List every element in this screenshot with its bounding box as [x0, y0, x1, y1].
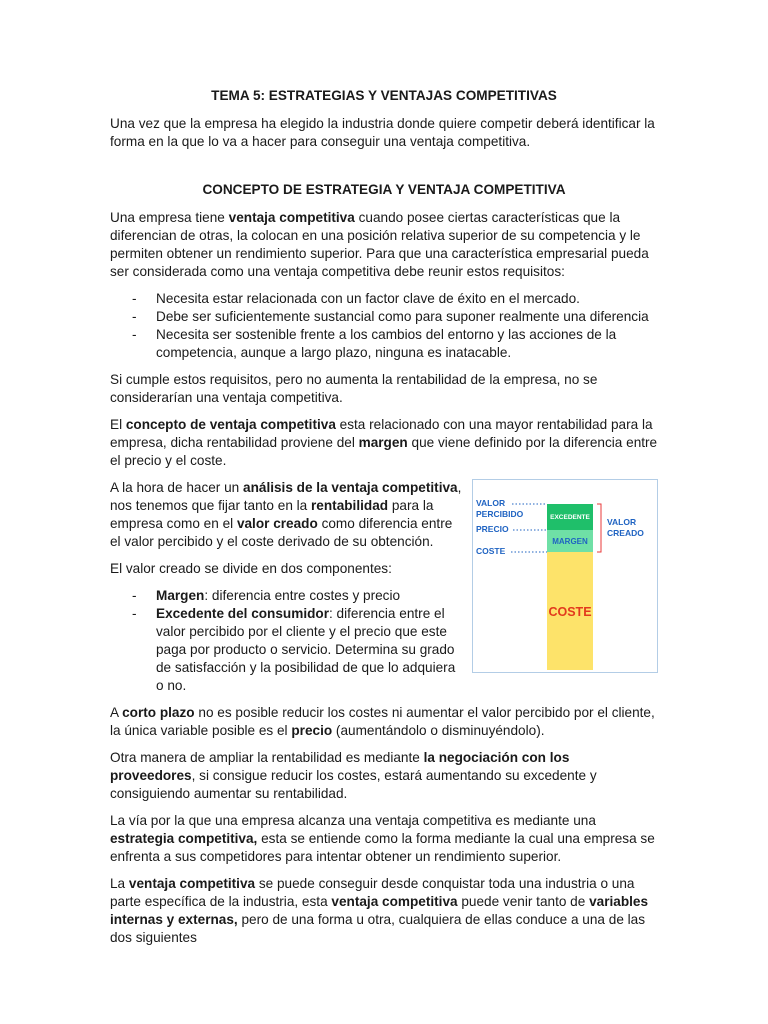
list-item: - Necesita ser sostenible frente a los cambios del entorno y las acciones de la competencia, aunque a largo plazo, ninguna es inatacable. — [110, 326, 658, 362]
paragraph-8 — [110, 812, 658, 866]
text-span: como diferencia entre el valor percibido y el coste derivado de su obtención. — [110, 516, 453, 549]
bold-term: ventaja competitiva — [128, 876, 256, 891]
list-item: - Necesita estar relacionada con un factor clave de éxito en el mercado. — [110, 290, 658, 308]
bold-term: Excedente del consumidor — [156, 606, 329, 621]
excedente-label: EXCEDENTE — [550, 514, 590, 521]
bold-term: ventaja competitiva — [228, 210, 355, 225]
bold-term: análisis de la ventaja competitiva — [243, 480, 458, 495]
text-span: que viene definido por la diferencia entre el precio y el coste. — [110, 435, 658, 468]
paragraph-7 — [110, 749, 658, 803]
text-span: cuando posee ciertas características que la diferencian de otras, la colocan en una posición relativa superior de su competencia y le permiten obtener un rendimiento superior. Para que una característica empresarial pueda ser considerada como una ventaja competitiva debe reunir estos requisitos: — [110, 210, 649, 279]
requirements-list — [110, 290, 658, 362]
coste-label: COSTE — [548, 605, 592, 619]
text-span: para la empresa como en el — [110, 498, 434, 531]
value-diagram — [472, 479, 658, 673]
brace-label-creado: CREADO — [607, 528, 644, 538]
intro-paragraph: Una vez que la empresa ha elegido la industria donde quiere competir deberá identificar la forma en la que lo va a hacer para conseguir una ventaja competitiva. — [110, 116, 655, 149]
paragraph-4 — [110, 479, 462, 551]
analysis-text-column — [110, 479, 462, 695]
text-span: : diferencia entre el valor percibido por el cliente y el precio que este paga por producto o servicio. Determina su grado de satisfacción y la posibilidad de que lo adquiera o no. — [156, 606, 456, 693]
paragraph-9 — [110, 875, 658, 947]
text-span: El — [110, 417, 126, 432]
text-span: A — [110, 705, 123, 720]
bold-term: concepto de ventaja competitiva — [125, 417, 336, 432]
bold-term: ventaja competitiva — [331, 894, 458, 909]
list-item — [110, 605, 462, 695]
paragraph-2: Si cumple estos requisitos, pero no aumenta la rentabilidad de la empresa, no se considerarían una ventaja competitiva. — [110, 372, 598, 405]
text-span: , nos tenemos que fijar tanto en la — [110, 480, 462, 513]
text-span: esta relacionado con una mayor rentabilidad para la empresa, dicha rentabilidad proviene del — [110, 417, 653, 450]
text-span: La vía por la que una empresa alcanza una ventaja competitiva es mediante una — [110, 813, 596, 828]
document-title: TEMA 5: ESTRATEGIAS Y VENTAJAS COMPETITIVAS — [211, 88, 557, 103]
text-span: se puede conseguir desde conquistar toda una industria o una parte específica de la industria, esta — [110, 876, 635, 909]
text-span: esta se entiende como la forma mediante la cual una empresa se enfrenta a sus competidores para intentar obtener un rendimiento superior. — [110, 831, 655, 864]
bold-term: corto plazo — [122, 705, 195, 720]
bold-term: estrategia competitiva, — [110, 831, 258, 846]
text-span: Otra manera de ampliar la rentabilidad es mediante — [110, 750, 424, 765]
text-span: A la hora de hacer un — [110, 480, 244, 495]
paragraph-3 — [110, 416, 658, 470]
text-span: , si consigue reducir los costes, estará aumentando su excedente y consiguiendo aumentar su rentabilidad. — [110, 768, 597, 801]
bold-term: rentabilidad — [311, 498, 389, 513]
label-valor: VALOR — [476, 498, 506, 508]
label-coste-axis: COSTE — [476, 546, 506, 556]
text-span: puede venir tanto de — [457, 894, 590, 909]
bold-term: margen — [358, 435, 408, 450]
value-diagram-svg — [473, 480, 657, 672]
bold-term: Margen — [156, 588, 205, 603]
paragraph-1 — [110, 209, 658, 281]
text-span: no es posible reducir los costes ni aumentar el valor percibido por el cliente, la única variable posible es el — [110, 705, 655, 738]
analysis-section — [110, 479, 658, 695]
bold-term: valor creado — [236, 516, 318, 531]
components-list — [110, 587, 462, 695]
paragraph-6 — [110, 704, 658, 740]
section-title: CONCEPTO DE ESTRATEGIA Y VENTAJA COMPETITIVA — [202, 182, 566, 197]
text-span: La — [110, 876, 129, 891]
text-span: : diferencia entre costes y precio — [204, 588, 401, 603]
list-item: - Debe ser suficientemente sustancial como para suponer realmente una diferencia — [110, 308, 658, 326]
margen-label: MARGEN — [552, 537, 588, 546]
label-precio: PRECIO — [476, 524, 509, 534]
text-span: pero de una forma u otra, cualquiera de ellas conduce a una de las dos siguientes — [110, 912, 646, 945]
text-span: (aumentándolo o disminuyéndolo). — [332, 723, 545, 738]
brace-label-valor: VALOR — [607, 517, 637, 527]
valor-creado-brace — [597, 504, 601, 552]
paragraph-5: El valor creado se divide en dos componentes: — [110, 561, 392, 576]
bold-term: variables internas y externas, — [110, 894, 649, 927]
label-percibido: PERCIBIDO — [476, 509, 524, 519]
bold-term: precio — [291, 723, 333, 738]
bold-term: la negociación con los proveedores — [110, 750, 570, 783]
list-item — [110, 587, 462, 605]
text-span: Una empresa tiene — [110, 210, 229, 225]
